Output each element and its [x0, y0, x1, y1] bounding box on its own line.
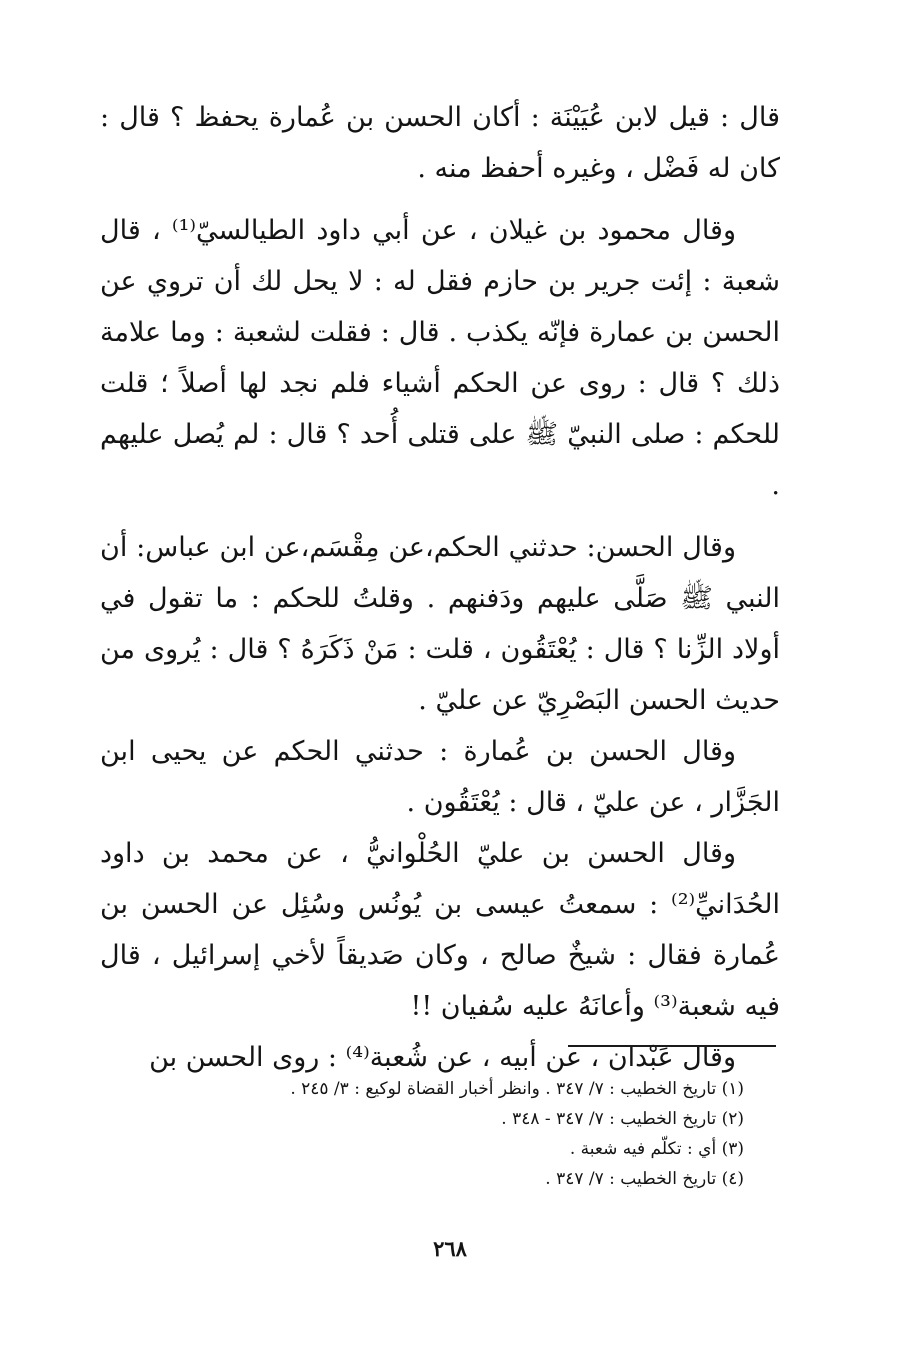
footnote-2: (٢) تاريخ الخطيب : ٧/ ٣٤٧ - ٣٤٨ .: [501, 1109, 744, 1129]
paragraph-5: [100, 828, 780, 1032]
paragraph-4-text: وقال الحسن بن عُمارة : حدثني الحكم عن يحيى ابن الجَزَّار ، عن عليّ ، قال : يُعْتَقُون .: [100, 736, 780, 818]
footnote-1: (١) تاريخ الخطيب : ٧/ ٣٤٧ . وانظر أخبار القضاة لوكيع : ٣/ ٢٤٥ .: [290, 1079, 744, 1099]
main-text: [100, 92, 780, 1083]
paragraph-6-text: وقال عَبْدان ، عن أبيه ، عن شُعبة⁽⁴⁾ : روى الحسن بن: [149, 1042, 736, 1073]
footnote-divider: [568, 1045, 776, 1047]
paragraph-5-text: وقال الحسن بن عليّ الحُلْوانيُّ ، عن محمد بن داود الحُدَانيِّ⁽²⁾ : سمعتُ عيسى بن يُونُس وسُئِل عن الحسن بن عُمارة فقال : شيخٌ صالح ، وكان صَديقاً لأخي إسرائيل ، قال فيه شعبة⁽³⁾ وأعانَهُ عليه سُفيان !!: [100, 838, 780, 1022]
paragraph-1: قال : قيل لابن عُيَيْنَة : أكان الحسن بن عُمارة يحفظ ؟ قال : كان له فَضْل ، وغيره أحفظ منه .: [100, 102, 780, 184]
footnote-4: (٤) تاريخ الخطيب : ٧/ ٣٤٧ .: [545, 1169, 744, 1189]
footnote-3: (٣) أي : تكلّم فيه شعبة .: [569, 1139, 744, 1159]
paragraph-3: [100, 522, 780, 726]
paragraph-2: [100, 205, 780, 511]
paragraph-2-text: وقال محمود بن غيلان ، عن أبي داود الطيالسيّ⁽¹⁾ ، قال شعبة : إئت جرير بن حازم فقل له : لا يحل لك أن تروي عن الحسن بن عمارة فإنّه يكذب . قال : فقلت لشعبة : وما علامة ذلك ؟ قال : روى عن الحكم أشياء فلم نجد لها أصلاً ؛ قلت للحكم : صلى النبيّ ﷺ على قتلى أُحد ؟ قال : لم يُصل عليهم .: [100, 215, 780, 501]
page-number: ٢٦٨: [433, 1236, 467, 1261]
footnotes: [120, 1074, 780, 1194]
paragraph-3-text: وقال الحسن: حدثني الحكم،عن مِقْسَم،عن ابن عباس: أن النبي ﷺ صَلَّى عليهم ودَفنهم . وقلتُ للحكم : ما تقول في أولاد الزِّنا ؟ قال : يُعْتَقُون ، قلت : مَنْ ذَكَرَهُ ؟ قال : يُروى من حديث الحسن البَصْرِيّ عن عليّ .: [100, 532, 780, 716]
paragraph-4: [100, 726, 780, 828]
